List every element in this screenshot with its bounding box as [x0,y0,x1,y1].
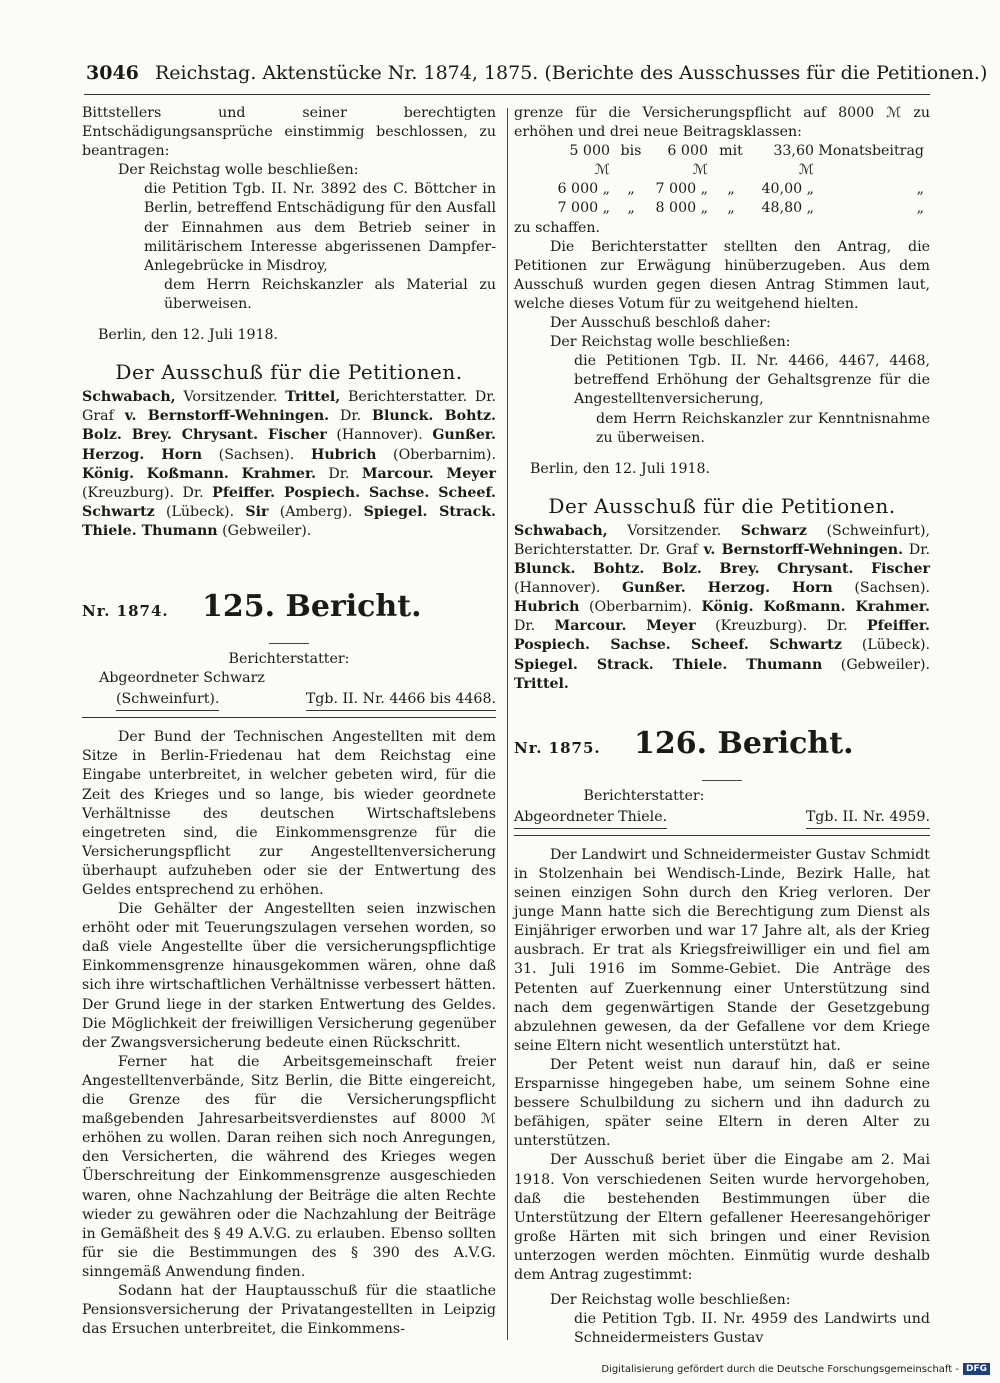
rapporteur-name: Abgeordneter Thiele. [514,808,667,829]
left-date: Berlin, den 12. Juli 1918. [98,327,279,344]
table-row [554,142,924,180]
table-cell: 40,00 „ [761,181,814,198]
rapporteur-label: Berichterstatter: [583,787,705,804]
table-cell: Monatsbeitrag [818,143,924,160]
paragraph: Sodann hat der Hauptausschuß für die staatliche Pensionsversicherung der Privatangestellten in Leipzig das Ersuchen unterbreitet, die Einkommens- [82,1282,496,1338]
right-resolve: Der Reichstag wolle beschließen: [550,334,791,351]
header-rule [84,94,930,95]
report-number: Nr. 1874. [82,601,169,620]
right-date: Berlin, den 12. Juli 1918. [530,460,711,477]
left-committee-title: Der Ausschuß für die Petitionen. [115,360,463,385]
table-cell: 7 000 „ [557,200,610,217]
rapporteur-name: Abgeordneter Schwarz [99,670,265,687]
member-note: (Oberbarnim). [579,599,702,616]
member-name: Marcour. Meyer [554,618,696,635]
member-note: (Hannover). [326,427,433,444]
member-name: Hubrich [310,446,377,463]
member-name: Schwarz [740,522,807,539]
member-name: v. Bernstorff-Wehningen. [124,408,330,425]
left-members [82,388,496,541]
member-name: Marcour. Meyer [361,465,496,482]
left-forward: dem Herrn Reichskanzler als Material zu überweisen. [164,276,496,312]
left-column [82,104,496,1339]
right-column [514,104,930,1348]
rapporteur-constituency: (Schweinfurt). [116,690,219,711]
member-name: Pfeiffer. Pospiech. Sachse. Scheef. Schwartz [514,618,930,654]
member-note: Vorsitzender. [607,522,741,539]
page-number: 3046 [86,62,139,84]
report-title: 126. Bericht. [634,725,854,761]
after-table: zu schaffen. [514,219,601,236]
right-resolve-2: Der Reichstag wolle beschließen: [550,1292,791,1309]
member-name: v. Bernstorff-Wehningen. [703,541,904,558]
right-petition-2: die Petition Tgb. II. Nr. 4959 des Landwirts und Schneidermeisters Gustav [574,1311,930,1347]
member-note: Dr. [903,541,930,558]
member-note: (Lübeck). [841,637,931,654]
table-row [554,180,924,199]
page-header [86,62,988,92]
member-note: Vorsitzender. [175,389,286,406]
footer-text: Digitalisierung gefördert durch die Deutsche Forschungsgemeinschaft - [601,1363,959,1375]
member-note: (Lübeck). [154,503,246,520]
member-name: Pfeiffer. Pospiech. Sachse. Scheef. Schwartz [82,484,496,520]
table-cell: 8 000 „ [655,200,708,217]
right-petition: die Petitionen Tgb. II. Nr. 4466, 4467, 4468, betreffend Erhöhung der Gehaltsgrenze für die Angestelltenversicherung, [574,353,930,408]
table-cell: 48,80 „ [761,200,814,217]
table-cell: mit [719,143,743,160]
table-cell: „ [627,200,635,217]
column-divider [507,108,508,1340]
right-members [514,522,930,694]
left-petition: die Petition Tgb. II. Nr. 3892 des C. Böttcher in Berlin, betreffend Entschädigung für den Ausfall der Einnahmen aus dem Betrieb seiner in militärischem Interesse abgerissenen Dampfer-Anlegebrücke in Misdroy, [144,181,496,274]
table-cell: 7 000 „ [655,181,708,198]
paragraph: Der Petent weist nun darauf hin, daß er seine Ersparnisse hingegeben habe, um seinem Sohne eine bessere Schulbildung zu sichern und ihn dadurch zu befähigen, später seine Eltern in deren Alter zu unterstützen. [514,1056,930,1150]
member-name: Schwabach, [514,522,608,539]
member-note: (Hannover). [514,580,623,597]
table-cell: „ [916,181,924,198]
section-rule [514,835,930,836]
member-name: Gunßer. Herzog. Horn [82,427,496,463]
table-cell: „ [916,200,924,217]
heading-rule [702,780,742,781]
paragraph: Der Landwirt und Schneidermeister Gustav Schmidt in Stolzenhain bei Wendisch-Linde, Bezirk Halle, hat seinen einzigen Sohn durch den Krieg verloren. Der junge Mann hatte sich die Berechtigung zum Dienst als Einjähriger erworben und war 17 Jahre alt, als der Krieg ausbrach. Er trat als Kriegsfreiwilliger ein und fiel am 31. Juli 1916 im Somme-Gebiet. Die Anträge des Petenten auf Zuerkennung einer Unterstützung sind nach dem gegenwärtigen Stande der Gesetzgebung abzulehnen gewesen, da der Gefallene vor dem Kriege seine Eltern nicht wesentlich unterstützt hat. [514,846,930,1054]
rapporteur-label: Berichterstatter: [228,650,350,667]
member-note: (Schweinfurt), Berichterstatter. Dr. Graf [514,522,930,558]
table-cell: „ [727,200,735,217]
footer [601,1363,990,1375]
member-name: Spiegel. Strack. Thiele. Thumann [82,503,496,539]
heading-rule [269,643,309,644]
member-name: König. Koßmann. Krahmer. [82,465,317,482]
table-cell: 33,60 ℳ [773,143,814,179]
member-note: (Amberg). [268,503,364,520]
member-note: (Oberbarnim). [376,446,496,463]
table-cell: bis [620,143,642,160]
table-cell: 6 000 „ [557,181,610,198]
member-note: (Gebweiler). [822,656,930,673]
report-title: 125. Bericht. [202,588,422,624]
report-ref-row [514,808,930,829]
member-name: Gunßer. Herzog. Horn [622,580,833,597]
member-name: Blunck. Bohtz. Bolz. Brey. Chrysant. Fischer [514,561,930,578]
member-note: Dr. [329,408,372,425]
paragraph: Ferner hat die Arbeitsgemeinschaft freier Angestelltenverbände, Sitz Berlin, die Bitte eingereicht, die Grenze des für die Versicherungspflicht maßgebenden Jahresarbeitsverdienstes auf 8000 ℳ erhöhen zu wollen. Daran reihen sich noch Anregungen, den Versicherten, die während des Krieges wegen Überschreitung der Einkommensgrenze ausgeschieden waren, ohne Nachzahlung der Beiträge die alten Rechte wieder zu gewähren oder die Nachzahlung der Beiträge in Gemäßheit des § 49 A.V.G. zu erlauben. Ebenso sollten für sie die Bestimmungen des § 390 des A.V.G. sinngemäß Anwendung finden. [82,1053,496,1280]
member-name: Trittel. [514,675,569,692]
member-name: König. Koßmann. Krahmer. [701,599,930,616]
report-1875-heading [514,725,930,774]
dfg-logo: DFG [963,1363,990,1375]
member-note: Dr. [514,618,555,635]
right-committee-title: Der Ausschuß für die Petitionen. [548,493,896,518]
section-rule [82,717,496,718]
tgb-reference: Tgb. II. Nr. 4466 bis 4468. [306,690,496,711]
report-1874-heading [82,588,496,637]
member-name: Hubrich [514,599,580,616]
header-title: Reichstag. Aktenstücke Nr. 1874, 1875. (Berichte des Ausschusses für die Petitionen.) [154,62,988,84]
paragraph: Der Ausschuß beriet über die Eingabe am 2. Mai 1918. Von verschiedenen Seiten wurde hervorgehoben, daß die bestehenden Bestimmungen über die Unterstützung der Eltern gefallener Heeresangehöriger große Härten mit sich bringen und einer Revision unterzogen werden möchten. Einmütig wurde deshalb dem Antrag zugestimmt: [514,1152,930,1283]
contribution-table [554,142,924,218]
report-number: Nr. 1875. [514,738,601,757]
right-intro: grenze für die Versicherungspflicht auf 8000 ℳ zu erhöhen und drei neue Beitragsklassen: [514,105,930,141]
member-name: Sir [245,503,269,520]
member-name: Blunck. Bohtz. Bolz. Brey. Chrysant. Fischer [82,408,496,444]
member-note: Berichterstatter. Dr. Graf [82,389,496,425]
right-decided: Der Ausschuß beschloß daher: [550,315,771,332]
member-note: (Sachsen). [202,446,311,463]
table-cell: 5 000 ℳ [569,143,610,179]
member-name: Spiegel. Strack. Thiele. Thumann [514,656,823,673]
paragraph: Der Bund der Technischen Angestellten mit dem Sitze in Berlin-Friedenau hat dem Reichstag eine Eingabe unterbreitet, in welcher gebeten wird, für die Zeit des Krieges und so lange, bis wieder geordnete Verhältnisse des deutschen Wirtschaftslebens eingetreten sind, die Einkommensgrenze für die Versicherungspflicht zur Angestelltenversicherung überhaupt aufzuheben oder sie der Entwertung des Geldes entsprechend zu erhöhen. [82,729,496,898]
paragraph: Die Gehälter der Angestellten seien inzwischen erhöht oder mit Teuerungszulagen versehen worden, so daß viele Angestellte über die versicherungspflichtige Einkommensgrenze hinausgekommen wären, ohne daß sich ihre wirtschaftlichen Verhältnisse verbessert hätten. Der Grund liege in der starken Entwertung des Geldes. Die Möglichkeit der freiwilligen Versicherung gegenüber der Zwangsversicherung bedeute einen Rückschritt. [82,901,496,1051]
member-note: (Gebweiler). [217,522,312,539]
tgb-reference: Tgb. II. Nr. 4959. [806,808,930,829]
table-row [554,199,924,218]
paragraph: Die Berichterstatter stellten den Antrag, die Petitionen zur Erwägung hinüberzugeben. Aus dem Ausschuß wurden gegen diesen Antrag Stimmen laut, welche dieses Votum für zu weitgehend hielten. [514,238,930,312]
left-resolve: Der Reichstag wolle beschließen: [118,162,359,179]
table-cell: „ [627,181,635,198]
member-note: (Sachsen). [832,580,931,597]
report-ref-row [82,690,496,711]
member-note: Dr. [316,465,362,482]
right-forward: dem Herrn Reichskanzler zur Kenntnisnahme zu überweisen. [596,410,930,446]
member-note: (Kreuzburg). Dr. [82,484,213,501]
table-cell: „ [727,181,735,198]
member-name: Trittel, [285,389,341,406]
table-cell: 6 000 ℳ [667,143,708,179]
left-intro: Bittstellers und seiner berechtigten Entschädigungsansprüche einstimmig beschlossen, zu beantragen: [82,105,496,160]
member-note: (Kreuzburg). Dr. [695,618,867,635]
member-name: Schwabach, [82,389,176,406]
